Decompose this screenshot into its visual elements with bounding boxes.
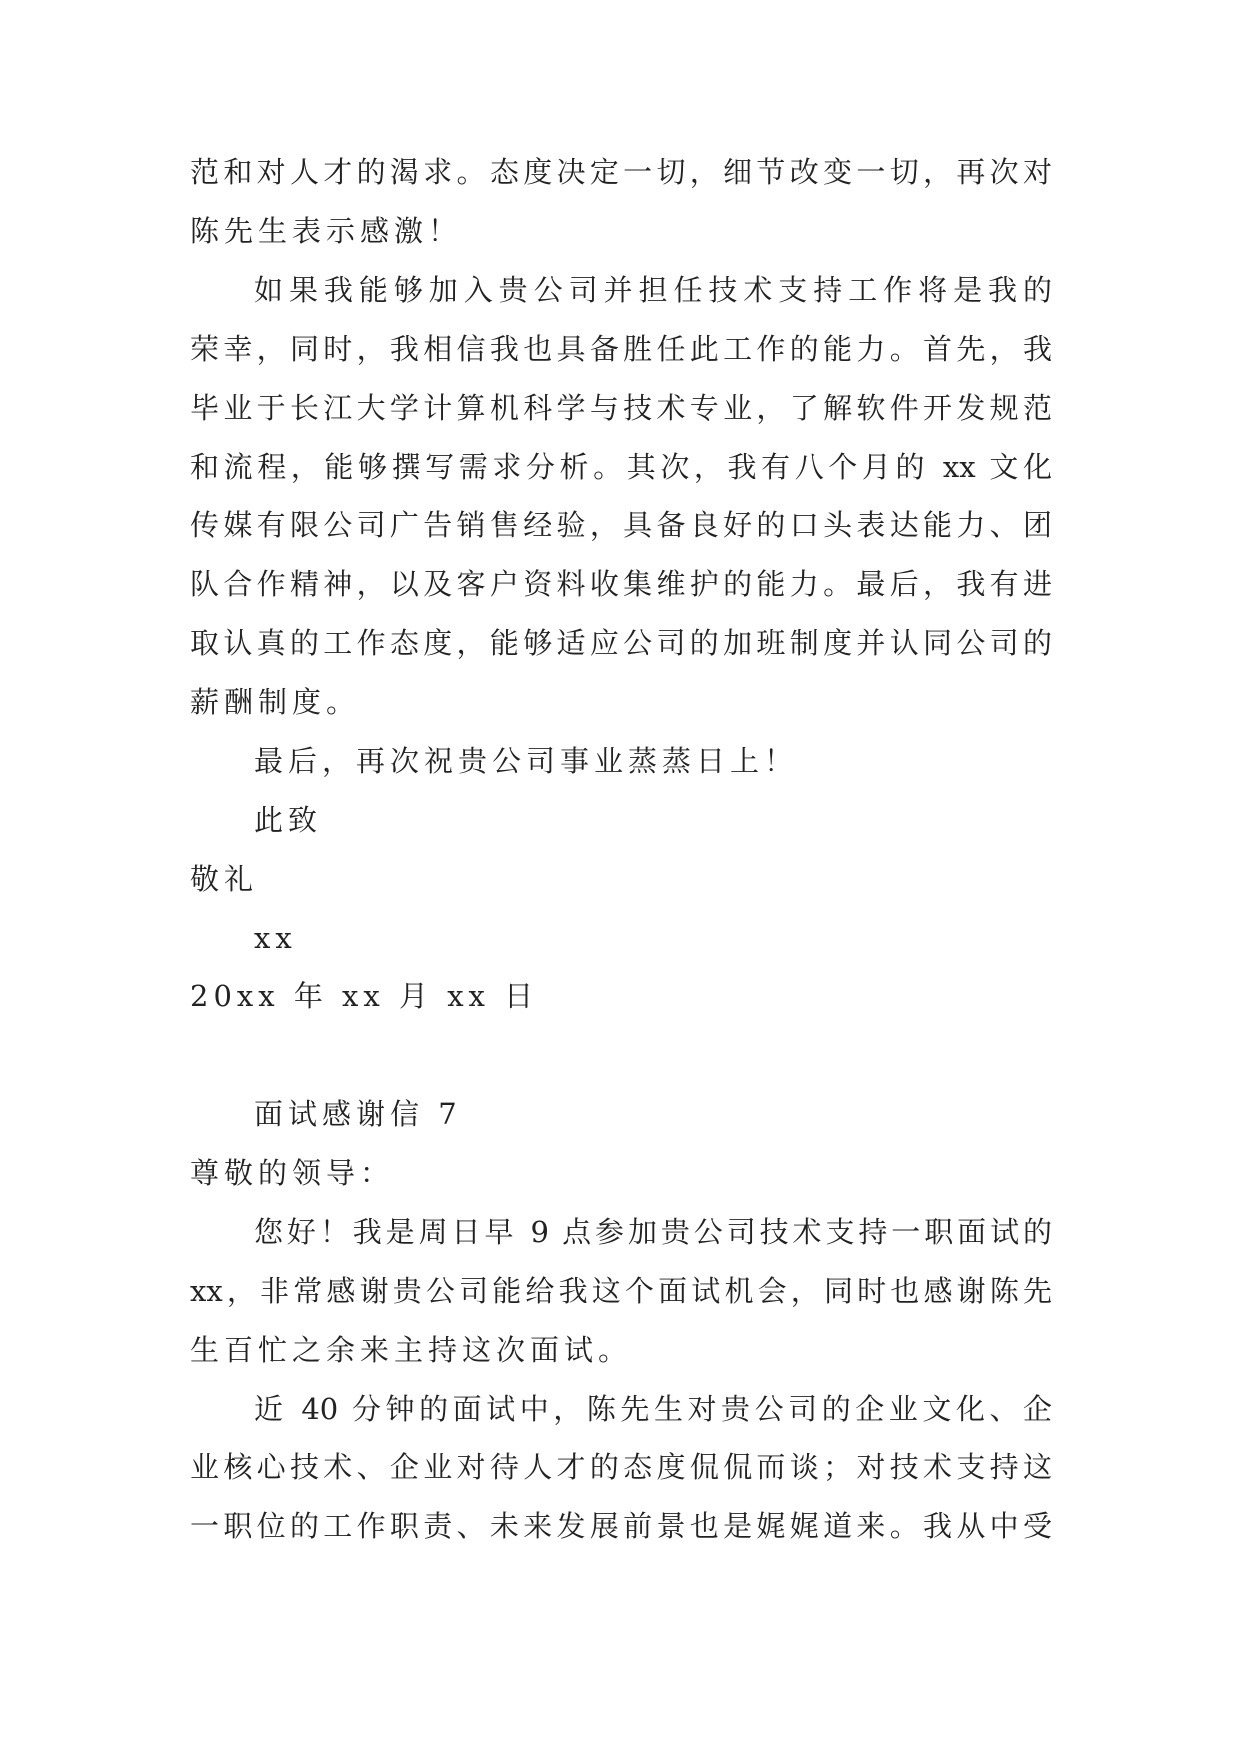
salutation: 尊敬的领导：: [190, 1156, 395, 1190]
text-line: 此致: [254, 803, 323, 837]
text-line: xx，非常感谢贵公司能给我这个面试机会，同时也感谢陈先: [190, 1274, 1052, 1308]
text-line: 薪酬制度。: [190, 685, 361, 719]
text-line: 取认真的工作态度，能够适应公司的加班制度并认同公司的: [190, 626, 1052, 660]
text-line: 近 40 分钟的面试中，陈先生对贵公司的企业文化、企: [254, 1392, 1052, 1426]
text-line: 业核心技术、企业对待人才的态度侃侃而谈；对技术支持这: [190, 1450, 1052, 1484]
text-line: 和流程，能够撰写需求分析。其次，我有八个月的 xx 文化: [190, 450, 1052, 484]
signature-name: xx: [254, 921, 297, 955]
text-line: 敬礼: [190, 862, 259, 896]
text-line: 队合作精神，以及客户资料收集维护的能力。最后，我有进: [190, 567, 1052, 601]
text-line: 您好！我是周日早 9 点参加贵公司技术支持一职面试的: [254, 1215, 1052, 1249]
text-line: 传媒有限公司广告销售经验，具备良好的口头表达能力、团: [190, 508, 1052, 542]
text-line: 最后，再次祝贵公司事业蒸蒸日上！: [254, 744, 799, 778]
text-line: 一职位的工作职责、未来发展前景也是娓娓道来。我从中受: [190, 1509, 1052, 1543]
text-line: 范和对人才的渴求。态度决定一切，细节改变一切，再次对: [190, 155, 1052, 189]
text-line: 陈先生表示感激！: [190, 214, 463, 248]
section-heading: 面试感谢信 7: [254, 1097, 462, 1131]
text-line: 毕业于长江大学计算机科学与技术专业，了解软件开发规范: [190, 391, 1052, 425]
text-line: 生百忙之余来主持这次面试。: [190, 1333, 633, 1367]
text-line: 荣幸，同时，我相信我也具备胜任此工作的能力。首先，我: [190, 332, 1052, 366]
signature-date: 20xx 年 xx 月 xx 日: [190, 979, 539, 1013]
text-line: 如果我能够加入贵公司并担任技术支持工作将是我的: [254, 273, 1052, 307]
